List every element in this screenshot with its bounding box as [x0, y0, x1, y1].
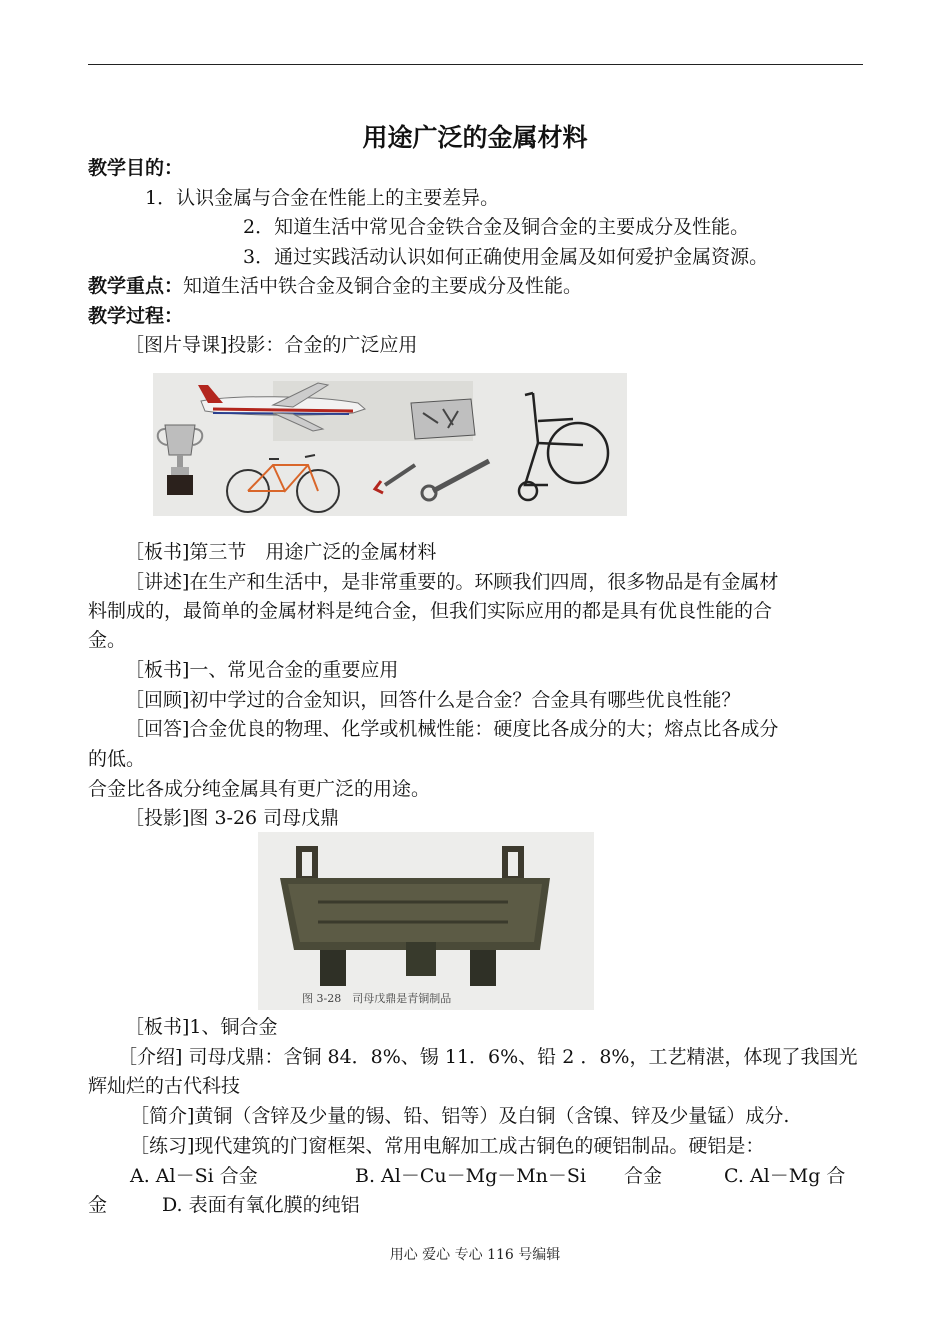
intro-line-2: 辉灿烂的古代科技 [88, 1075, 241, 1097]
footer: 用心 爱心 专心 116 号编辑 [389, 1247, 561, 1263]
image-caption: 图 3-28 司母戊鼎是青铜制品 [302, 992, 452, 1005]
option-a: A. Al－Si 合金 [130, 1165, 258, 1187]
lecture-line-2: 料制成的，最简单的金属材料是纯合金，但我们实际应用的都是具有优良性能的合 [88, 600, 773, 622]
lecture-line-3: 金。 [88, 629, 127, 651]
objective-1: 1．认识金属与合金在性能上的主要差异。 [145, 187, 500, 209]
tray-icon [411, 399, 475, 439]
option-d: D. 表面有氧化膜的纯铝 [162, 1194, 360, 1216]
board-2: ［板书]一、常见合金的重要应用 [125, 659, 399, 681]
keypoint [88, 272, 582, 300]
option-c-cont: 金 [88, 1194, 108, 1216]
brief: ［简介]黄铜（含锌及少量的锡、铅、铝等）及白铜（含镍、锌及少量锰）成分. [130, 1105, 790, 1127]
objectives-heading: 教学目的： [88, 157, 184, 179]
lecture-line-1: ［讲述]在生产和生活中，是非常重要的。环顾我们四周，很多物品是有金属材 [125, 571, 779, 593]
review: ［回顾]初中学过的合金知识，回答什么是合金？合金具有哪些优良性能？ [125, 689, 741, 711]
answer-line-2: 的低。 [88, 748, 146, 770]
keypoint-text: 知道生活中铁合金及铜合金的主要成分及性能。 [183, 275, 583, 297]
intro-line: ［图片导课]投影：合金的广泛应用 [125, 334, 418, 356]
objective-2: 2．知道生活中常见合金铁合金及铜合金的主要成分及性能。 [243, 216, 750, 238]
process-heading: 教学过程： [88, 305, 184, 327]
alloy-use: 合金比各成分纯金属具有更广泛的用途。 [88, 778, 431, 800]
board-1: ［板书]第三节 用途广泛的金属材料 [125, 541, 437, 563]
alloy-applications-image [153, 373, 627, 516]
answer-line-1: ［回答]合金优良的物理、化学或机械性能：硬度比各成分的大；熔点比各成分 [125, 718, 779, 740]
header-rule [88, 64, 863, 65]
keypoint-label: 教学重点： [88, 275, 184, 297]
objective-3: 3．通过实践活动认识如何正确使用金属及如何爱护金属资源。 [243, 246, 769, 268]
intro-line-1: ［介绍] 司母戊鼎：含铜 84．8%、锡 11．6%、铅 2 ．8%，工艺精湛，体现了我国光 [118, 1046, 858, 1068]
exercise: ［练习]现代建筑的门窗框架、常用电解加工成古铜色的硬铝制品。硬铝是： [130, 1135, 765, 1157]
board-3: ［板书]1、铜合金 [125, 1016, 278, 1038]
projection: ［投影]图 3-26 司母戊鼎 [125, 807, 340, 829]
option-b: B. Al－Cu－Mg－Mn－Si 合金 [355, 1165, 663, 1187]
simuwu-ding-image [258, 832, 594, 1010]
option-c: C. Al－Mg 合 [724, 1165, 846, 1187]
page-title: 用途广泛的金属材料 [362, 123, 588, 152]
